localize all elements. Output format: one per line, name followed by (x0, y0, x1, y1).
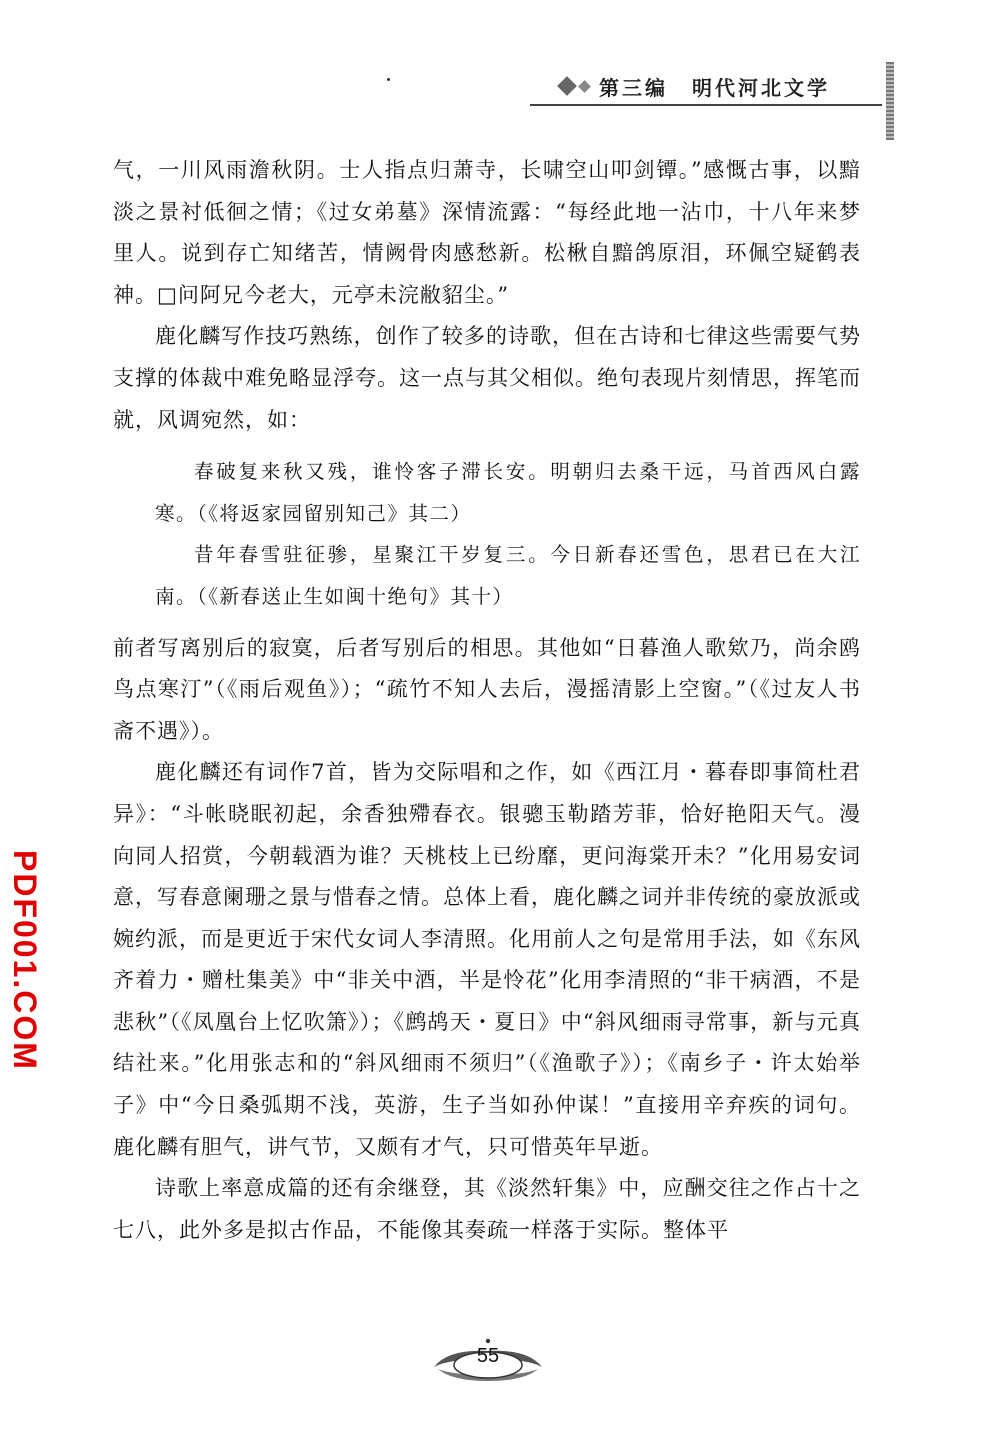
diamond-ornament-icon (557, 76, 577, 96)
header-title: 明代河北文学 (692, 75, 830, 100)
small-diamond-ornament-icon (578, 80, 591, 93)
paragraph-2: 鹿化麟写作技巧熟练，创作了较多的诗歌，但在古诗和七律这些需要气势支撑的体裁中难免略显浮夸。这一点与其父相似。绝句表现片刻情思，挥笔而就，风调宛然，如： (113, 324, 861, 432)
header-rule (530, 104, 882, 106)
paragraph-5: 诗歌上率意成篇的还有余继登，其《淡然轩集》中，应酬交往之作占十之七八，此外多是拟古作品，不能像其奏疏一样落于实际。整体平 (113, 1176, 861, 1242)
paragraph-1: 气，一川风雨澹秋阴。士人指点归萧寺，长啸空山叩剑镡。”感慨古事，以黯淡之景衬低徊之情；《过女弟墓》深情流露：“每经此地一沾巾，十八年来梦里人。说到存亡知绪苦，情阙骨肉感愁新。松楸自黯鸽原泪，环佩空疑鹤表神。□问阿兄今老大，元亭未浣敝貂尘。” (113, 158, 861, 307)
poem-block (113, 441, 861, 627)
page-edge-marker (886, 62, 894, 140)
page-body (113, 150, 861, 1251)
poem-2: 昔年春雪驻征骖，星聚江干岁复三。今日新春还雪色，思君已在大江南。（《新春送止生如闽十绝句》其十） (155, 543, 861, 608)
running-header (520, 66, 880, 106)
paragraph-3: 前者写离别后的寂寞，后者写别后的相思。其他如“日暮渔人歌欸乃，尚余鸥鸟点寒汀”（《雨后观鱼》）；“疏竹不知人去后，漫摇清影上空窗。”（《过友人书斋不遇》）。 (113, 635, 861, 743)
poem-1: 春破复来秋又残，谁怜客子滞长安。明朝归去桑干远，马首西风白露寒。（《将返家园留别知己》其二） (155, 460, 861, 525)
scan-speck (387, 78, 390, 81)
watermark: PDF001.COM (7, 850, 43, 1071)
page-number: 55 (476, 1345, 500, 1367)
paragraph-4: 鹿化麟还有词作7首，皆为交际唱和之作，如《西江月・暮春即事简杜君异》：“斗帐晓眠初起，余香独殢春衣。银骢玉勒踏芳菲，恰好艳阳天气。漫向同人招赏，今朝载酒为谁？天桃枝上已纷靡，更问海棠开未？”化用易安词意，写春意阑珊之景与惜春之情。总体上看，鹿化麟之词并非传统的豪放派或婉约派，而是更近于宋代女词人李清照。化用前人之句是常用手法，如《东风齐着力・赠杜集美》中“非关中酒，半是怜花”化用李清照的“非干病酒，不是悲秋”（《凤凰台上忆吹箫》）；《鹧鸪天・夏日》中“斜风细雨寻常事，新与元真结社来。”化用张志和的“斜风细雨不须归”（《渔歌子》）；《南乡子・许太始举子》中“今日桑弧期不浅，英游，生子当如孙仲谋！”直接用辛弃疾的词句。鹿化麟有胆气，讲气节，又颇有才气，只可惜英年早逝。 (113, 760, 861, 1159)
header-part: 第三编 (599, 75, 668, 100)
page-footer (428, 1337, 548, 1385)
